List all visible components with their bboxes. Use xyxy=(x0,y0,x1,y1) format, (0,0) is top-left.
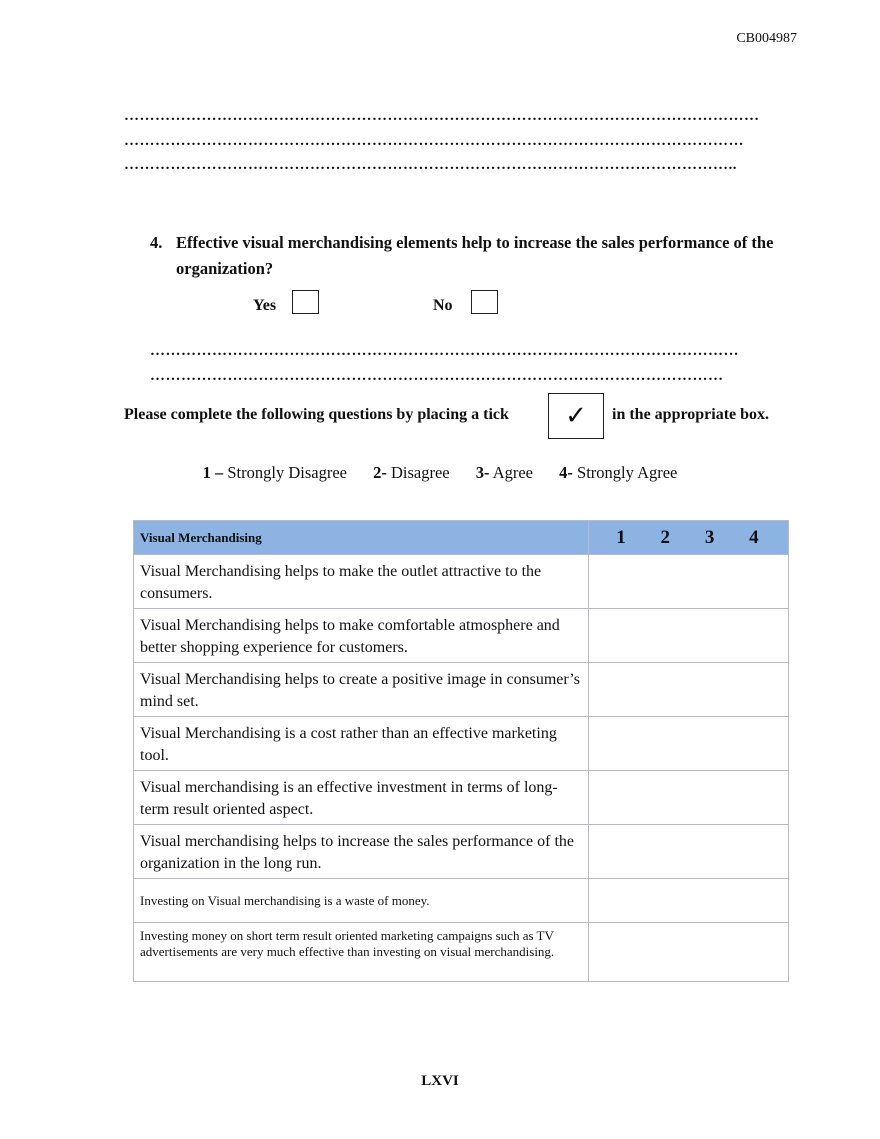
instruction-text: Please complete the following questions by placing a tick xyxy=(124,406,509,423)
rating-column-4: 4 xyxy=(749,526,759,548)
table-row xyxy=(134,663,789,717)
answer-line: ………………………………………………………………………………………………… xyxy=(150,368,724,384)
scale-item: 1 – Strongly Disagree xyxy=(202,463,347,482)
likert-table xyxy=(133,520,789,982)
table-row xyxy=(134,879,789,923)
statement-cell: Investing money on short term result oriented marketing campaigns such as TV advertisements are very much effective than investing on visual merchandising. xyxy=(134,923,589,982)
table-row xyxy=(134,771,789,825)
answer-line: ……………………………………………………………………………………………………….. xyxy=(124,157,737,173)
answer-line: ………………………………………………………………………………………………………… xyxy=(124,133,744,149)
table-header-row xyxy=(134,521,789,555)
rating-column-1: 1 xyxy=(616,526,626,548)
rating-cell[interactable] xyxy=(588,717,788,771)
table-row xyxy=(134,609,789,663)
rating-cell[interactable] xyxy=(588,825,788,879)
rating-cell[interactable] xyxy=(588,609,788,663)
yes-label: Yes xyxy=(253,297,277,314)
answer-line: …………………………………………………………………………………………………… xyxy=(150,343,739,359)
tick-icon: ✓ xyxy=(565,401,587,431)
statement-cell: Visual Merchandising helps to make comfortable atmosphere and better shopping experience for customers. xyxy=(134,609,589,663)
table-row xyxy=(134,825,789,879)
tick-example-box xyxy=(548,393,604,439)
no-label: No xyxy=(433,297,453,314)
statement-cell: Visual Merchandising is a cost rather than an effective marketing tool. xyxy=(134,717,589,771)
question-text: Effective visual merchandising elements help to increase the sales performance of the organization? xyxy=(176,233,774,278)
table-row xyxy=(134,717,789,771)
answer-line: …………………………………………………………………………………………………………… xyxy=(124,108,760,124)
scale-item: 3- Agree xyxy=(475,463,534,482)
rating-cell[interactable] xyxy=(588,555,788,609)
scale-item: 4- Strongly Agree xyxy=(559,463,678,482)
rating-column-2: 2 xyxy=(660,526,671,548)
question-4 xyxy=(150,230,790,282)
rating-cell[interactable] xyxy=(588,771,788,825)
statement-cell: Visual merchandising helps to increase the sales performance of the organization in the long run. xyxy=(134,825,589,879)
document-id: CB004987 xyxy=(736,31,797,46)
rating-cell[interactable] xyxy=(588,663,788,717)
statement-cell: Investing on Visual merchandising is a waste of money. xyxy=(134,879,589,923)
page-number: LXVI xyxy=(421,1073,459,1089)
rating-cell[interactable] xyxy=(588,923,788,982)
rating-cell[interactable] xyxy=(588,879,788,923)
scale-item: 2- Disagree xyxy=(373,463,450,482)
table-row xyxy=(134,923,789,982)
table-row xyxy=(134,555,789,609)
question-number: 4. xyxy=(150,233,163,252)
rating-column-3: 3 xyxy=(704,526,715,548)
table-header-label: Visual Merchandising xyxy=(134,521,589,555)
no-checkbox[interactable] xyxy=(471,290,498,314)
statement-cell: Visual merchandising is an effective investment in terms of long-term result oriented aspect. xyxy=(134,771,589,825)
rating-columns-header xyxy=(588,521,788,555)
statement-cell: Visual Merchandising helps to create a positive image in consumer’s mind set. xyxy=(134,663,589,717)
yes-checkbox[interactable] xyxy=(292,290,319,314)
statement-cell: Visual Merchandising helps to make the outlet attractive to the consumers. xyxy=(134,555,589,609)
instruction-text-end: in the appropriate box. xyxy=(612,406,770,423)
rating-scale-legend xyxy=(0,463,880,483)
